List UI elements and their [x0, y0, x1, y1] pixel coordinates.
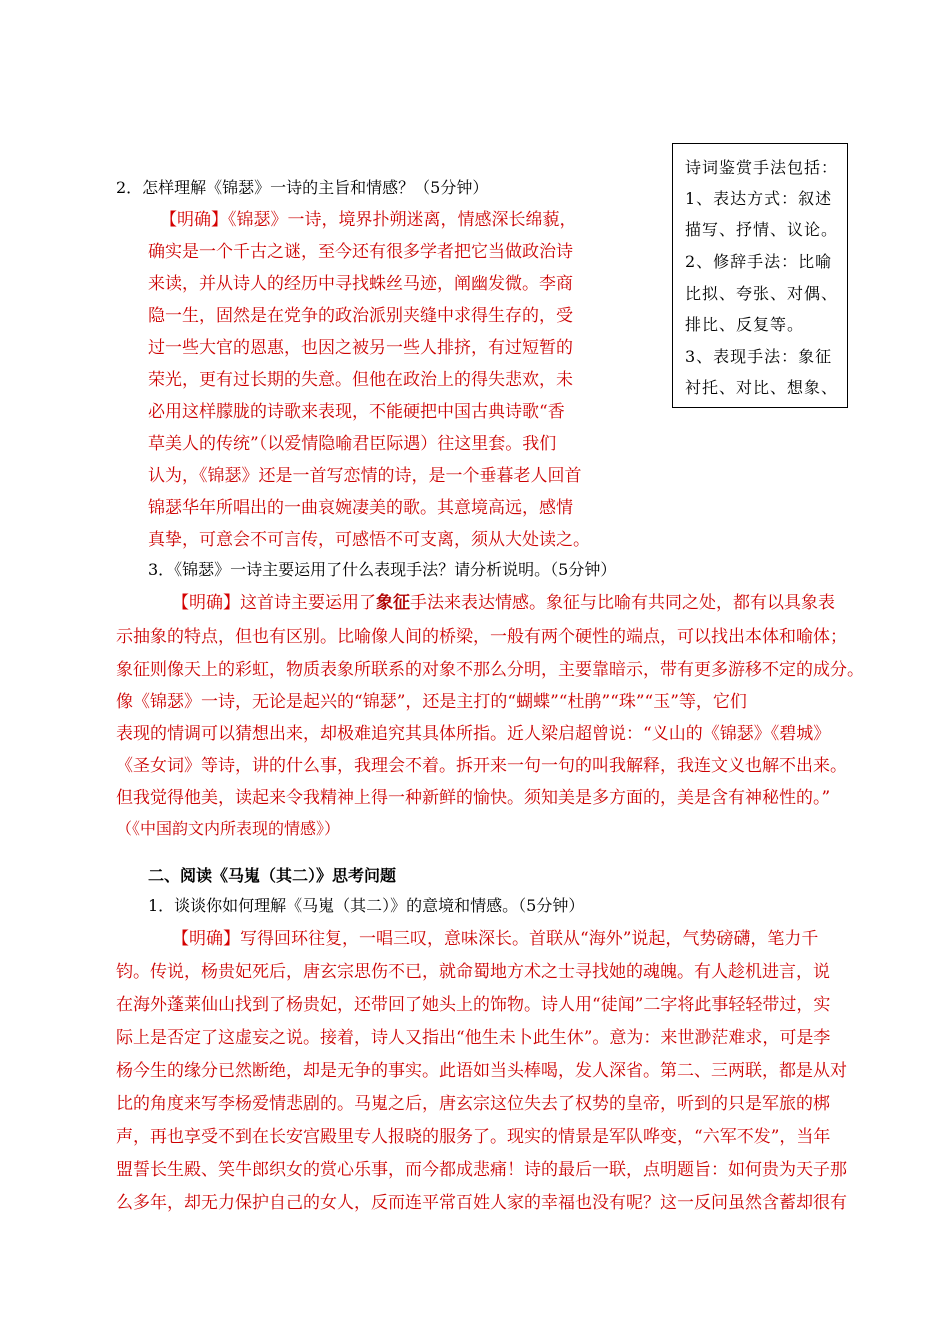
- section-2-answer-line: 盟誓长生殿、笑牛郎织女的赏心乐事，而今都成悲痛！诗的最后一联，点明题旨：如何贵为天子那: [116, 1160, 847, 1180]
- section-2-answer-line: 声，再也享受不到在长安宫殿里专人报晓的服务了。现实的情景是军队哗变，“六军不发”，当年: [116, 1127, 831, 1147]
- answer-2-line: 隐一生，固然是在党争的政治派别夹缝中求得生存的，受: [148, 306, 573, 326]
- answer-3-line: 示抽象的特点，但也有区别。比喻像人间的桥梁，一般有两个硬性的端点，可以找出本体和喻体；: [116, 627, 847, 647]
- answer-3-line: 像《锦瑟》一诗，无论是起兴的“锦瑟”，还是主打的“蝴蝶”“杜鹃”“珠”“玉”等，它们: [116, 692, 747, 712]
- note-line: 描写、抒情、议论。: [685, 220, 839, 239]
- note-line: 排比、反复等。: [685, 315, 805, 334]
- section-2-answer-line: 在海外蓬莱仙山找到了杨贵妃，还带回了她头上的饰物。诗人用“徒闻”二字将此事轻轻带过，实: [116, 995, 831, 1015]
- note-line: 衬托、对比、想象、: [685, 378, 839, 397]
- section-2-answer-line: 比的角度来写李杨爱情悲剧的。马嵬之后，唐玄宗这位失去了权势的皇帝，听到的只是军旅的梆: [116, 1094, 830, 1114]
- note-line: 诗词鉴赏手法包括：: [685, 158, 839, 177]
- section-2-heading: 二、阅读《马嵬（其二）》思考问题: [148, 866, 397, 885]
- answer-2-first-line: [160, 210, 577, 230]
- answer-3-line: 《圣女词》等诗，讲的什么事，我理会不着。拆开来一句一句的叫我解释，我连文义也解不出来。: [116, 756, 847, 776]
- answer-text: 《锦瑟》一诗，境界扑朔迷离，情感深长绵藐，: [228, 210, 577, 230]
- note-line: 3、表现手法：象征: [685, 347, 833, 366]
- answer-2-line: 荣光，更有过长期的失意。但他在政治上的得失悲欢，未: [148, 370, 573, 390]
- section-2-answer-line: 么多年，却无力保护自己的女人，反而连平常百姓人家的幸福也没有呢？这一反问虽然含蓄却很有: [116, 1193, 847, 1213]
- answer-3-line: 但我觉得他美，读起来令我精神上得一种新鲜的愉快。须知美是多方面的，美是含有神秘性的。”: [116, 788, 831, 808]
- note-line: 1、表达方式：叙述: [685, 189, 833, 208]
- question-3: 3．《锦瑟》一诗主要运用了什么表现手法？请分析说明。（5分钟）: [148, 560, 617, 579]
- answer-3-line: 表现的情调可以猜想出来，却极难追究其具体所指。近人梁启超曾说：“义山的《锦瑟》《碧城》: [116, 724, 831, 744]
- answer-tag: 【明确】: [160, 210, 228, 230]
- keyword-symbolism: 象征: [376, 593, 410, 613]
- answer-2-line: 草美人的传统”（以爱情隐喻君臣际遇）往这里套。我们: [148, 434, 557, 454]
- note-line: 比拟、夸张、对偶、: [685, 284, 839, 303]
- answer-3-source: （《中国韵文内所表现的情感》）: [116, 819, 341, 838]
- question-2: 2．怎样理解《锦瑟》一诗的主旨和情感？（5分钟）: [116, 178, 489, 197]
- answer-2-line: 来读，并从诗人的经历中寻找蛛丝马迹，阐幽发微。李商: [148, 274, 573, 294]
- answer-2-line: 真挚，可意会不可言传，可感悟不可支离，须从大处读之。: [148, 530, 590, 550]
- answer-2-line: 锦瑟华年所唱出的一曲哀婉凄美的歌。其意境高远，感情: [148, 498, 573, 518]
- answer-tag: 【明确】: [172, 929, 240, 949]
- answer-2-line: 必用这样朦胧的诗歌来表现，不能硬把中国古典诗歌“香: [148, 402, 565, 422]
- answer-text: 写得回环往复，一唱三叹，意味深长。首联从“海外”说起，气势磅礴，笔力千: [240, 929, 819, 949]
- note-line: 2、修辞手法：比喻: [685, 252, 833, 271]
- section-2-answer-line: 杨今生的缘分已然断绝，却是无争的事实。此语如当头棒喝，发人深省。第二、三两联，都是从对: [116, 1061, 847, 1081]
- section-2-answer-first-line: [172, 929, 818, 949]
- technique-note-box: [672, 143, 848, 408]
- answer-2-line: 确实是一个千古之谜，至今还有很多学者把它当做政治诗: [148, 242, 573, 262]
- answer-tag: 【明确】: [172, 593, 240, 613]
- section-2-answer-line: 钧。传说，杨贵妃死后，唐玄宗思伤不已，就命蜀地方术之士寻找她的魂魄。有人趁机进言，说: [116, 962, 830, 982]
- answer-3-first-line: [172, 593, 835, 613]
- answer-2-line: 认为，《锦瑟》还是一首写恋情的诗，是一个垂暮老人回首: [148, 466, 582, 486]
- answer-text: 这首诗主要运用了: [240, 593, 376, 613]
- section-2-answer-line: 际上是否定了这虚妄之说。接着，诗人又指出“他生未卜此生休”。意为：来世渺茫难求，可是李: [116, 1028, 831, 1048]
- section-2-question-1: 1．谈谈你如何理解《马嵬（其二）》的意境和情感。（5分钟）: [148, 896, 585, 915]
- answer-2-line: 过一些大官的恩惠，也因之被另一些人排挤，有过短暂的: [148, 338, 573, 358]
- answer-text: 手法来表达情感。象征与比喻有共同之处，都有以具象表: [410, 593, 835, 613]
- answer-3-line: 象征则像天上的彩虹，物质表象所联系的对象不那么分明，主要靠暗示，带有更多游移不定的成分。: [116, 660, 864, 680]
